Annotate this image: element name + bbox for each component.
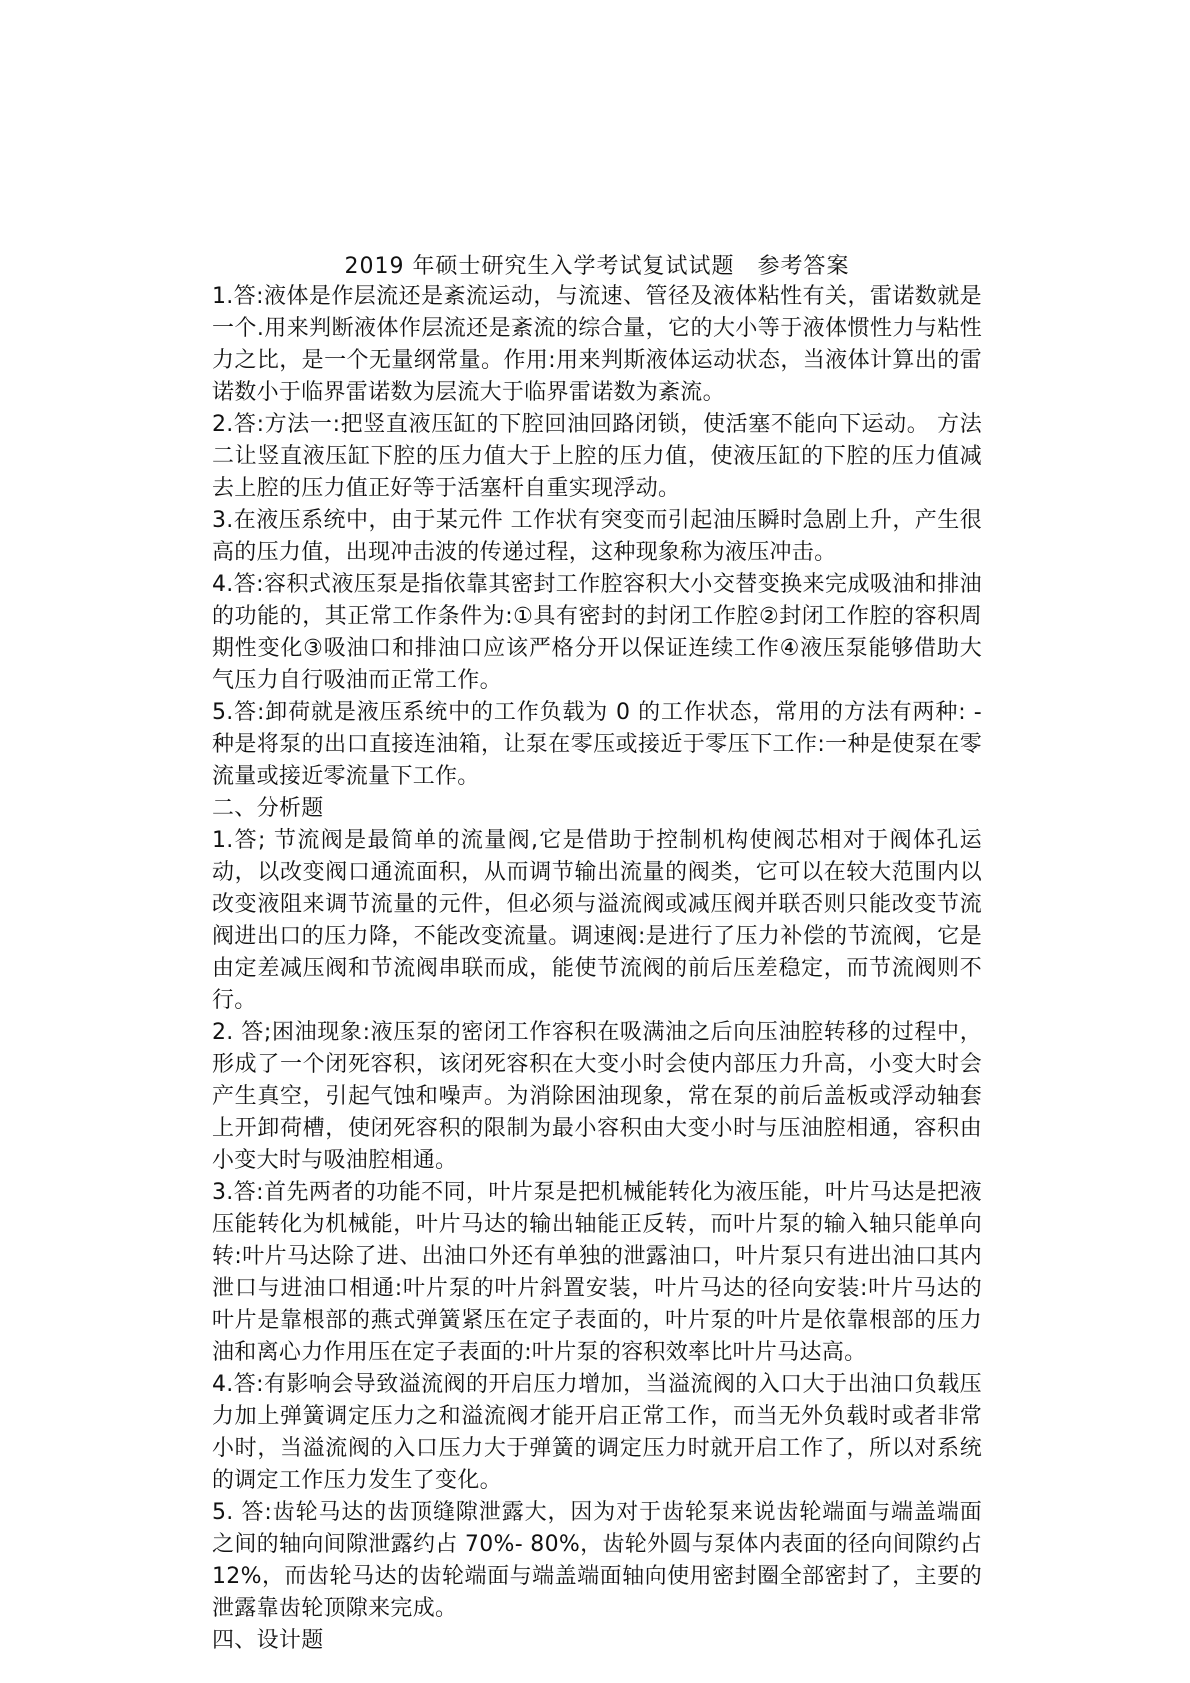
answer-2-1: 1.答; 节流阀是最简单的流量阀,它是借助于控制机构使阀芯相对于阀体孔运动，以改变阀口通流面积，从而调节输出流量的阀类，它可以在较大范围内以改变液阻来调节流量的元件，但必须与溢流阀或减压阀并联否则只能改变节流阀进出口的压力降，不能改变流量。调速阀:是进行了压力补偿的节流阀，它是由定差减压阀和节流阀串联而成，能使节流阀的前后压差稳定，而节流阀则不行。 (212, 828, 982, 1013)
answer-2-2: 2. 答;困油现象:液压泵的密闭工作容积在吸满油之后向压油腔转移的过程中，形成了一个闭死容积，该闭死容积在大变小时会使内部压力升高，小变大时会产生真空，引起气蚀和噪声。为消除困油现象，常在泵的前后盖板或浮动轴套上开卸荷槽，使闭死容积的限制为最小容积由大变小时与压油腔相通，容积由小变大时与吸油腔相通。 (212, 1020, 982, 1173)
answer-2-5: 5. 答:齿轮马达的齿顶缝隙泄露大，因为对于齿轮泵来说齿轮端面与端盖端面之间的轴向间隙泄露约占 70%- 80%，齿轮外圆与泵体内表面的径向间隙约占 12%，而齿轮马达的齿轮端面与端盖端面轴向使用密封圈全部密封了，主要的泄露靠齿轮顶隙来完成。 (212, 1500, 982, 1621)
answer-1-4: 4.答:容积式液压泵是指依靠其密封工作腔容积大小交替变换来完成吸油和排油的功能的，其正常工作条件为:①具有密封的封闭工作腔②封闭工作腔的容积周期性变化③吸油口和排油口应该严格分开以保证连续工作④液压泵能够借助大气压力自行吸油而正常工作。 (212, 572, 982, 693)
answer-1-1: 1.答:液体是作层流还是紊流运动，与流速、管径及液体粘性有关，雷诺数就是一个.用来判断液体作层流还是紊流的综合量，它的大小等于液体惯性力与粘性力之比，是一个无量纲常量。作用:用来判斯液体运动状态，当液体计算出的雷诺数小于临界雷诺数为层流大于临界雷诺数为紊流。 (212, 284, 982, 405)
answer-1-3: 3.在液压系统中，由于某元件 工作状有突变而引起油压瞬时急剧上升，产生很高的压力值，出现冲击波的传递过程，这种现象称为液压冲击。 (212, 508, 982, 565)
section-heading-design: 四、设计题 (212, 1628, 324, 1653)
answer-1-2: 2.答:方法一:把竖直液压缸的下腔回油回路闭锁，使活塞不能向下运动。 方法二让竖直液压缸下腔的压力值大于上腔的压力值，使液压缸的下腔的压力值减去上腔的压力值正好等于活塞杆自重实现浮动。 (212, 412, 982, 501)
answer-2-4: 4.答:有影响会导致溢流阀的开启压力增加，当溢流阀的入口大于出油口负载压力加上弹簧调定压力之和溢流阀才能开启正常工作，而当无外负载时或者非常小时，当溢流阀的入口压力大于弹簧的调定压力时就开启工作了，所以对系统的调定工作压力发生了变化。 (212, 1372, 982, 1493)
answer-1-5: 5.答:卸荷就是液压系统中的工作负载为 0 的工作状态，常用的方法有两种: - 种是将泵的出口直接连油箱，让泵在零压或接近于零压下工作:一种是使泵在零流量或接近零流量下工作。 (212, 700, 982, 789)
section-heading-analysis: 二、分析题 (212, 796, 324, 821)
document-title: 2019 年硕士研究生入学考试复试试题 参考答案 (344, 254, 850, 279)
answer-2-3: 3.答:首先两者的功能不同，叶片泵是把机械能转化为液压能，叶片马达是把液压能转化为机械能，叶片马达的输出轴能正反转，而叶片泵的输入轴只能单向转:叶片马达除了进、出油口外还有单独的泄露油口，叶片泵只有进出油口其内泄口与进油口相通:叶片泵的叶片斜置安装，叶片马达的径向安装:叶片马达的叶片是靠根部的燕式弹簧紧压在定子表面的，叶片泵的叶片是依靠根部的压力油和离心力作用压在定子表面的:叶片泵的容积效率比叶片马达高。 (212, 1180, 982, 1365)
answer-document (212, 252, 982, 1657)
